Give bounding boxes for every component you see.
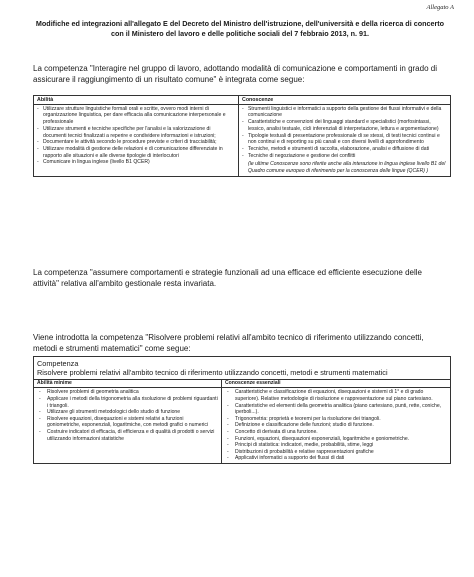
list-item: - Utilizzare strumenti e tecniche specifiche per l'analisi e la valorizzazione di documenti tecnici finalizzati a reperire e condividere informazioni e istruzioni; (37, 126, 235, 139)
competenza-header-cell (34, 357, 451, 380)
table-competenza-interagire (33, 95, 451, 177)
document-title: Modifiche ed integrazioni all'allegato E del Decreto del Ministro dell'istruzione, dell'università e della ricerca di concerto con il Ministero del lavoro e delle politiche sociali del 7 febbraio 2013, n. 91. (35, 19, 445, 38)
col-header-conoscenze: Conoscenze (239, 96, 451, 105)
section1-intro: La competenza "Interagire nel gruppo di lavoro, adottando modalità di comunicazione e comportamenti in grado di assicurare il raggiungimento di un risultato comune" è integrata come segue: (33, 64, 437, 84)
abilita-minime-list (37, 389, 218, 442)
list-item: - Applicare i metodi della trigonometria alla risoluzione di problemi riguardanti i triangoli. (37, 396, 218, 409)
list-item: - Definizione e classificazione delle funzioni; studio di funzione. (225, 422, 447, 429)
list-item: - Caratteristiche ed elementi della geometria analitica (piano cartesiano, punti, rette, coniche, iperboli...). (225, 403, 447, 416)
col-header-abilita: Abilità (34, 96, 239, 105)
list-item: - Utilizzare modalità di gestione delle relazioni e di comunicazione differenziate in rapporto alle situazioni e alle diverse tipologie di interlocutori (37, 146, 235, 159)
list-item: - Tecniche, metodi e strumenti di raccolta, elaborazione, analisi e diffusione di dati (242, 146, 447, 153)
table-competenza-matematica (33, 356, 451, 464)
conoscenze-list (242, 106, 447, 160)
competenza-text: Risolvere problemi relativi all'ambito tecnico di riferimento utilizzando concetti, metodi e strumenti matematici (37, 368, 388, 378)
list-item: - Funzioni, equazioni, disequazioni esponenziali, logaritmiche e goniometriche. (225, 436, 447, 443)
abilita-cell (34, 104, 239, 176)
list-item: - Distribuzioni di probabilità e relative rappresentazioni grafiche (225, 449, 447, 456)
list-item: - Utilizzare gli strumenti metodologici dello studio di funzione (37, 409, 218, 416)
section3-intro: Viene introdotta la competenza "Risolvere problemi relativi all'ambito tecnico di riferimento utilizzando concetti, metodi e strumenti matematici" come segue: (33, 333, 424, 353)
competenza-label: Competenza (37, 359, 79, 368)
list-item: - Caratteristiche e classificazione di equazioni, disequazioni e sistemi di 1° e di grado superiore). Relative metodologie di risoluzione e rappresentazione sul piano cartesiano. (225, 389, 447, 402)
list-item: - Tecniche di negoziazione e gestione dei conflitti (242, 153, 447, 160)
list-item: - Documentare le attività secondo le procedure previste e criteri di tracciabilità; (37, 139, 235, 146)
list-item: - Applicativi informatici a supporto dei flussi di dati (225, 455, 447, 462)
list-item: - Comunicare in lingua inglese (livello B1 QCER) (37, 159, 235, 166)
conoscenze-note: (le ultime Conoscenze sono riferite anche alla interazione in lingua inglese livello B1 del Quadro comune europeo di riferimento per la conoscenza delle lingue (QCER) ) (248, 161, 446, 175)
abilita-list (37, 106, 235, 166)
section2-text: La competenza "assumere comportamenti e strategie funzionali ad una efficace ed efficiente esecuzione delle attività" relativa all'ambito gestionale resta invariata. (33, 268, 423, 288)
list-item: - Strumenti linguistici e informatici a supporto della gestione dei flussi informativi e della comunicazione (242, 106, 447, 119)
conoscenze-essenziali-list (225, 389, 447, 462)
allegato-label: Allegato A (426, 4, 454, 11)
abilita-minime-cell (34, 388, 222, 464)
conoscenze-cell (239, 104, 451, 176)
conoscenze-essenziali-cell (222, 388, 451, 464)
list-item: - Trigonometria: proprietà e teoremi per la risoluzione dei triangoli. (225, 416, 447, 423)
list-item: - Risolvere problemi di geometria analitica (37, 389, 218, 396)
list-item: - Tipologie testuali di presentazione professionale di se stessi, di testi tecnici continui e non continui e di reporting su più canali e con diversi livelli di approfondimento (242, 133, 447, 146)
list-item: - Costruire indicatori di efficacia, di efficienza e di qualità di prodotti o servizi utilizzando informazioni statistiche (37, 429, 218, 442)
list-item: - Caratteristiche e convenzioni dei linguaggi standard e specialistici (morfosintassi, lessico, analisi testuale, cicli inferenziali di interpretazione, lettura e argomentazione) (242, 119, 447, 132)
col-header-abilita-minime: Abilità minime (34, 379, 222, 388)
col-header-conoscenze-essenziali: Conoscenze essenziali (222, 379, 451, 388)
list-item: - Concetto di derivata di una funzione. (225, 429, 447, 436)
list-item: - Utilizzare strutture linguistiche formali orali e scritte, ovvero modi interni di organizzazione linguistica, per dare efficacia alla comunicazione interpersonale e professionale (37, 106, 235, 126)
list-item: - Risolvere equazioni, disequazioni e sistemi relativi a funzioni goniometriche, esponenziali, logaritmiche, con metodi grafici o numerici (37, 416, 218, 429)
list-item: - Principi di statistica: indicatori, medie, probabilità, stime, leggi (225, 442, 447, 449)
